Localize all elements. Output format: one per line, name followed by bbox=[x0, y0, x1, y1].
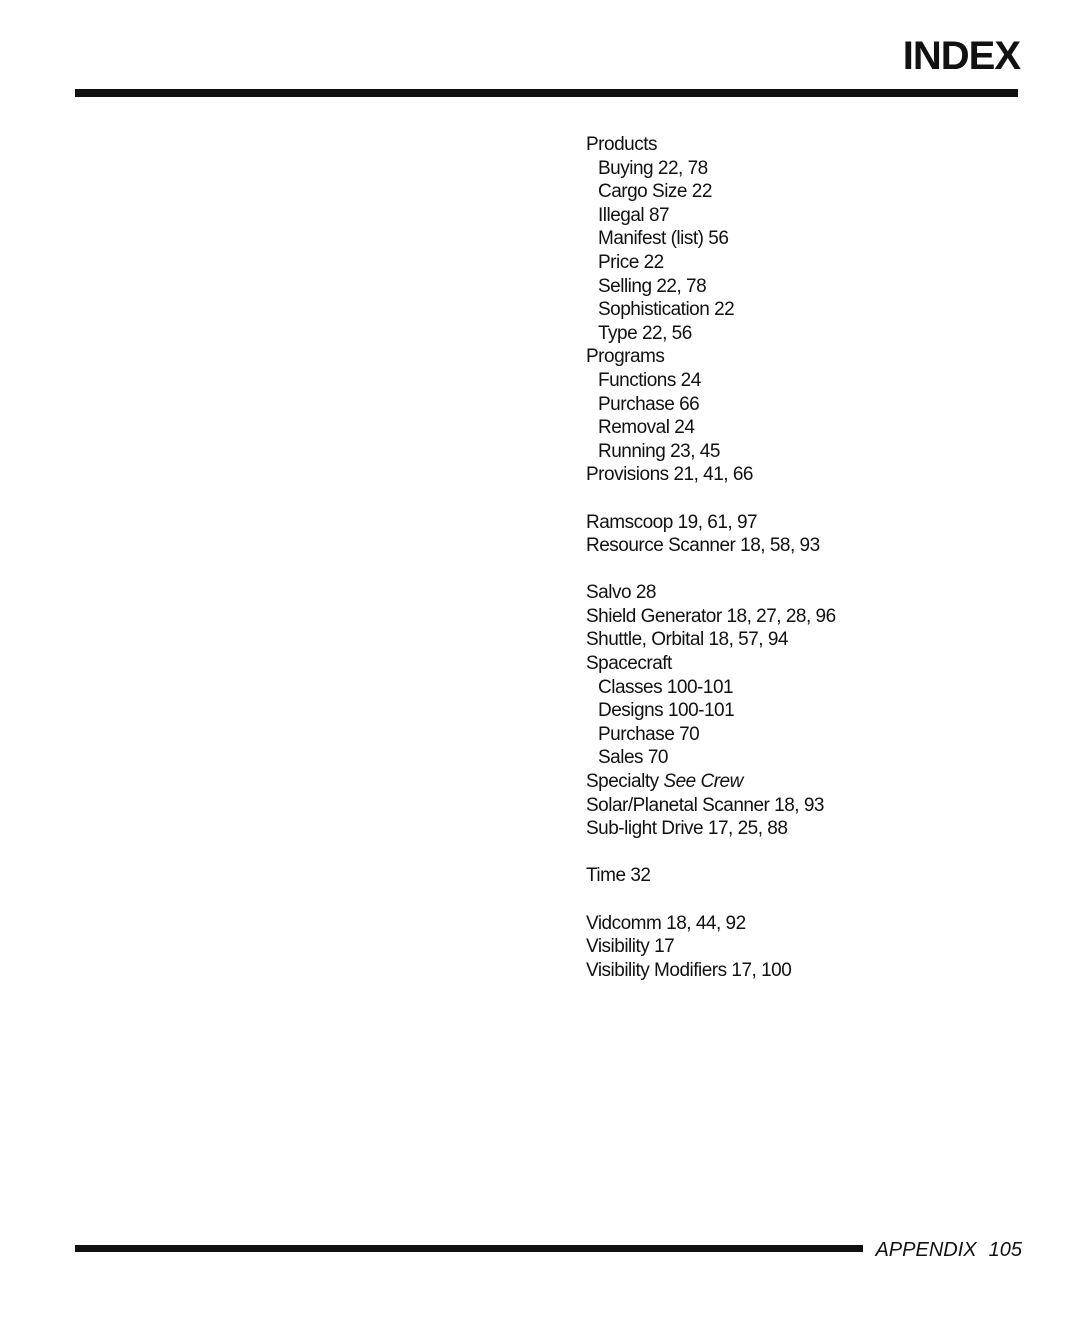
index-entry bbox=[586, 912, 1026, 936]
index-term: Specialty bbox=[586, 771, 659, 793]
index-term: Sub-light Drive bbox=[586, 818, 704, 840]
index-pages: 22, 56 bbox=[641, 322, 692, 344]
index-term: Buying bbox=[598, 157, 654, 179]
index-term: Manifest (list) bbox=[598, 228, 704, 250]
page-footer bbox=[875, 1240, 1022, 1260]
index-term: Salvo bbox=[586, 582, 632, 604]
index-pages: 21, 41, 66 bbox=[673, 464, 753, 486]
index-term: Products bbox=[586, 134, 657, 155]
index-subentry bbox=[586, 440, 1026, 464]
index-term: Purchase bbox=[598, 393, 675, 415]
index-term: Purchase bbox=[598, 723, 675, 745]
index-subentry bbox=[586, 369, 1026, 393]
index-pages: 24 bbox=[680, 369, 701, 391]
index-pages: 22, 78 bbox=[657, 157, 708, 179]
index-pages: 18, 93 bbox=[774, 794, 824, 816]
index-term: Illegal bbox=[598, 204, 645, 226]
index-pages: 100-101 bbox=[666, 676, 734, 698]
bottom-rule bbox=[75, 1245, 863, 1252]
index-term: Selling bbox=[598, 275, 652, 297]
index-pages: 70 bbox=[647, 747, 668, 769]
index-pages: 17, 25, 88 bbox=[707, 818, 788, 840]
index-subentry bbox=[586, 204, 1026, 228]
page-title: INDEX bbox=[902, 34, 1020, 78]
index-entry bbox=[586, 770, 1026, 794]
index-entry bbox=[586, 605, 1026, 629]
index-entry bbox=[586, 534, 1026, 558]
index-pages: 17, 100 bbox=[731, 959, 792, 981]
index-pages: 100-101 bbox=[667, 700, 735, 722]
index-term: Resource Scanner bbox=[586, 535, 736, 557]
index-pages: 18, 27, 28, 96 bbox=[726, 605, 836, 627]
index-entry bbox=[586, 794, 1026, 818]
index-entry bbox=[586, 935, 1026, 959]
index-entry bbox=[586, 628, 1026, 652]
index-subentry bbox=[586, 393, 1026, 417]
index-term: Programs bbox=[586, 346, 665, 368]
index-pages: 32 bbox=[630, 865, 651, 887]
index-subentry bbox=[586, 676, 1026, 700]
index-term: Spacecraft bbox=[586, 653, 672, 675]
index-term: Shield Generator bbox=[586, 605, 722, 627]
index-subentry bbox=[586, 157, 1026, 181]
index-term: Sophistication bbox=[598, 299, 710, 321]
index-term: Price bbox=[598, 251, 639, 273]
index-term: Visibility Modifiers bbox=[586, 959, 727, 981]
index-pages: 22 bbox=[714, 299, 735, 321]
index-entry bbox=[586, 463, 1026, 487]
index-term: Cargo Size bbox=[598, 181, 687, 203]
index-pages: 18, 58, 93 bbox=[740, 535, 820, 557]
index-subentry bbox=[586, 322, 1026, 346]
index-entry bbox=[586, 133, 1026, 157]
index-entry bbox=[586, 959, 1026, 983]
index-term: Visibility bbox=[586, 936, 650, 958]
index-subentry bbox=[586, 251, 1026, 275]
index-pages: 17 bbox=[654, 936, 675, 958]
index-term: Classes bbox=[598, 676, 663, 698]
index-entry bbox=[586, 345, 1026, 369]
index-pages: 22 bbox=[691, 181, 712, 203]
index-pages: 70 bbox=[679, 723, 700, 745]
index-pages: 18, 57, 94 bbox=[708, 629, 788, 651]
index-entry bbox=[586, 817, 1026, 841]
index-entry bbox=[586, 652, 1026, 676]
index-pages: 18, 44, 92 bbox=[666, 912, 746, 934]
index-see-reference: See Crew bbox=[663, 771, 743, 793]
index-pages: 22, 78 bbox=[656, 275, 707, 297]
index-subentry bbox=[586, 180, 1026, 204]
index-pages: 66 bbox=[679, 393, 700, 415]
index-subentry bbox=[586, 416, 1026, 440]
index-term: Time bbox=[586, 865, 626, 887]
index-pages: 87 bbox=[648, 204, 670, 226]
index-term: Ramscoop bbox=[586, 511, 673, 533]
index-subentry bbox=[586, 699, 1026, 723]
index-pages: 23, 45 bbox=[670, 440, 720, 462]
index-term: Provisions bbox=[586, 464, 669, 486]
index-subentry bbox=[586, 275, 1026, 299]
index-entry bbox=[586, 511, 1026, 535]
index-entry bbox=[586, 581, 1026, 605]
index-subentry bbox=[586, 746, 1026, 770]
index-term: Shuttle, Orbital bbox=[586, 629, 704, 651]
index-term: Running bbox=[598, 440, 666, 462]
index-subentry bbox=[586, 227, 1026, 251]
page-number: 105 bbox=[988, 1239, 1022, 1261]
index-pages: 24 bbox=[674, 417, 695, 439]
index-term: Removal bbox=[598, 417, 670, 439]
index-term: Solar/Planetal Scanner bbox=[586, 794, 770, 816]
footer-section: APPENDIX bbox=[875, 1239, 977, 1261]
index-pages: 19, 61, 97 bbox=[677, 511, 758, 533]
index-term: Vidcomm bbox=[586, 912, 662, 934]
index-term: Type bbox=[598, 322, 638, 344]
index-pages: 28 bbox=[635, 582, 656, 604]
index-entry bbox=[586, 864, 1026, 888]
index-term: Designs bbox=[598, 700, 664, 722]
index-term: Functions bbox=[598, 369, 676, 391]
top-rule bbox=[75, 89, 1018, 97]
index-subentry bbox=[586, 298, 1026, 322]
index-subentry bbox=[586, 723, 1026, 747]
index-term: Sales bbox=[598, 747, 644, 769]
index-list bbox=[586, 133, 1026, 982]
index-pages: 22 bbox=[643, 251, 664, 273]
index-pages: 56 bbox=[708, 228, 729, 250]
